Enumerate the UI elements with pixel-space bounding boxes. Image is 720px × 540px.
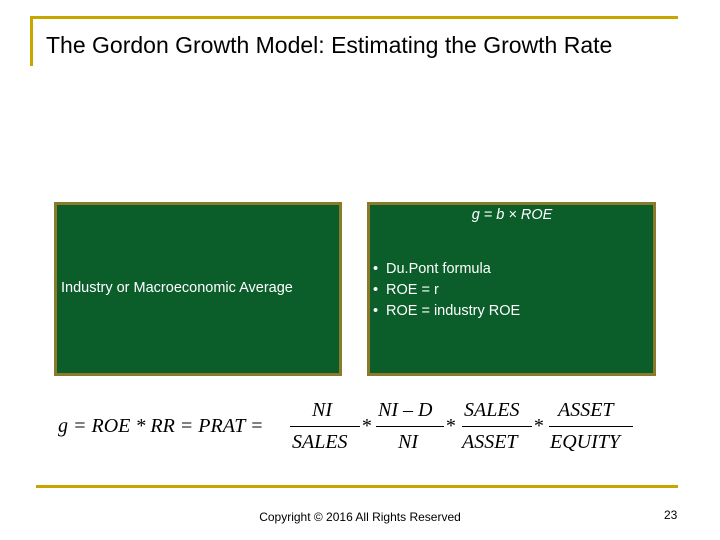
multiply-operator: * xyxy=(445,415,455,437)
formula-lhs: g = ROE * RR = PRAT = xyxy=(58,415,264,437)
fraction-3-denominator: ASSET xyxy=(462,431,518,453)
slide-title: The Gordon Growth Model: Estimating the Growth Rate xyxy=(46,32,613,58)
fraction-2-denominator: NI xyxy=(398,431,418,453)
fraction-4-numerator: ASSET xyxy=(558,399,614,421)
fraction-3-numerator: SALES xyxy=(464,399,520,421)
fraction-4-bar xyxy=(549,426,633,427)
right-panel-heading: g = b × ROE xyxy=(471,207,553,223)
right-panel-bullet-list xyxy=(373,259,520,322)
copyright-text: Copyright © 2016 All Rights Reserved xyxy=(259,510,461,524)
fraction-2-numerator: NI – D xyxy=(378,399,433,421)
title-rule xyxy=(30,16,678,19)
fraction-1-bar xyxy=(290,426,360,427)
bullet-text: ROE = r xyxy=(386,282,439,298)
bullet-dot-icon: • xyxy=(373,282,379,298)
growth-rate-formula xyxy=(58,398,658,458)
page-number: 23 xyxy=(664,508,678,522)
bullet-text: Du.Pont formula xyxy=(386,261,491,277)
multiply-operator: * xyxy=(361,415,371,437)
fraction-1-numerator: NI xyxy=(312,399,332,421)
fraction-4-denominator: EQUITY xyxy=(550,431,621,453)
fraction-3-bar xyxy=(462,426,532,427)
footer-rule xyxy=(36,485,678,488)
bullet-item xyxy=(373,301,520,322)
bullet-dot-icon: • xyxy=(373,303,379,319)
multiply-operator: * xyxy=(533,415,543,437)
left-panel-text: Industry or Macroeconomic Average xyxy=(61,280,293,296)
bullet-item xyxy=(373,259,520,280)
fraction-2-bar xyxy=(376,426,444,427)
bullet-text: ROE = industry ROE xyxy=(386,303,521,319)
fraction-1-denominator: SALES xyxy=(292,431,348,453)
bullet-dot-icon: • xyxy=(373,261,379,277)
bullet-item xyxy=(373,280,520,301)
title-accent-bar xyxy=(30,16,33,66)
